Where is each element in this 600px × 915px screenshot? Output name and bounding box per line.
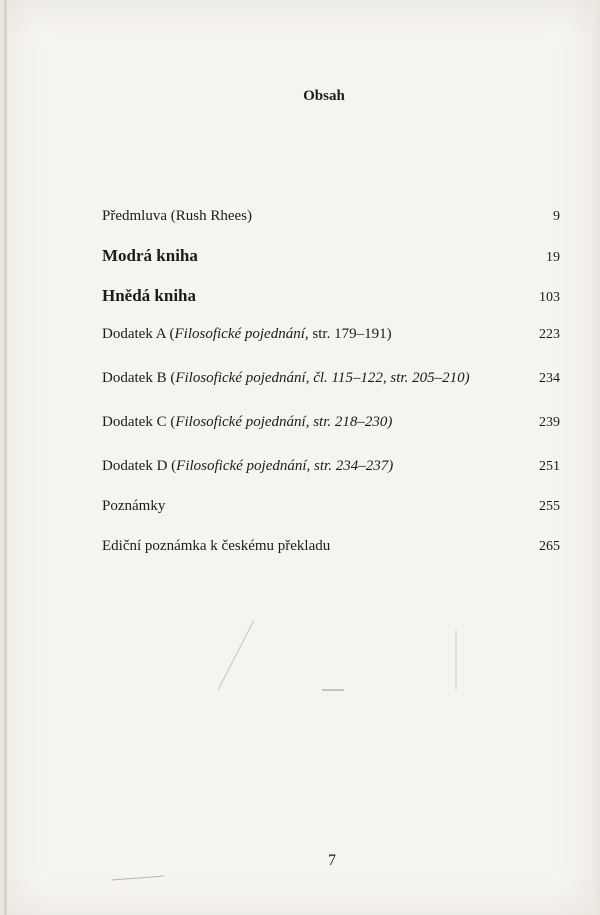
label-prefix: Dodatek D ( [102, 458, 177, 474]
page-title: Obsah [303, 88, 345, 104]
toc-entry-page: 9 [553, 209, 560, 224]
toc-entry-page: 265 [539, 539, 560, 554]
toc-entry-label [102, 326, 392, 343]
label-italic: Filosofické pojednání, čl. 115–122, str. 205–210) [175, 370, 470, 386]
toc-entry-page: 239 [539, 415, 560, 430]
toc-entry-label [102, 414, 392, 431]
label-prefix: Dodatek B ( [102, 370, 176, 386]
label-italic: Filosofické pojednání, str. 218–230) [175, 414, 393, 430]
toc-entry-label [102, 458, 393, 475]
toc-entry-page: 234 [539, 371, 560, 386]
page-number: 7 [328, 852, 336, 869]
toc-entry-label: Modrá kniha [102, 246, 198, 265]
toc-entry-appendix-b [102, 370, 560, 387]
toc-entry-label: Poznámky [102, 498, 166, 514]
toc-entry-label: Hnědá kniha [102, 286, 197, 305]
label-suffix: str. 179–191) [308, 326, 392, 342]
label-prefix: Dodatek C ( [102, 414, 176, 430]
label-italic: Filosofické pojednání, str. 234–237) [176, 458, 394, 474]
toc-entry-appendix-d [102, 458, 560, 475]
label-italic: Filosofické pojednání, [174, 326, 309, 342]
toc-entry-appendix-c [102, 414, 560, 431]
toc-entry-label: Předmluva (Rush Rhees) [102, 208, 252, 224]
toc-entry-foreword [102, 208, 560, 225]
toc-entry-page: 255 [539, 499, 560, 514]
label-prefix: Dodatek A ( [102, 326, 175, 342]
toc-entry-brown-book [102, 286, 560, 306]
toc-entry-page: 103 [539, 290, 560, 305]
toc-entry-page: 19 [546, 250, 560, 265]
page-edge [4, 0, 7, 915]
toc-entry-editorial-note [102, 538, 560, 555]
toc-entry-notes [102, 498, 560, 515]
toc-entry-appendix-a [102, 326, 560, 343]
book-page [4, 0, 596, 915]
toc-entry-label [102, 370, 470, 387]
toc-entry-blue-book [102, 246, 560, 266]
toc-entry-page: 251 [539, 459, 560, 474]
toc-entry-page: 223 [539, 327, 560, 342]
toc-entry-label: Ediční poznámka k českému překladu [102, 538, 331, 554]
